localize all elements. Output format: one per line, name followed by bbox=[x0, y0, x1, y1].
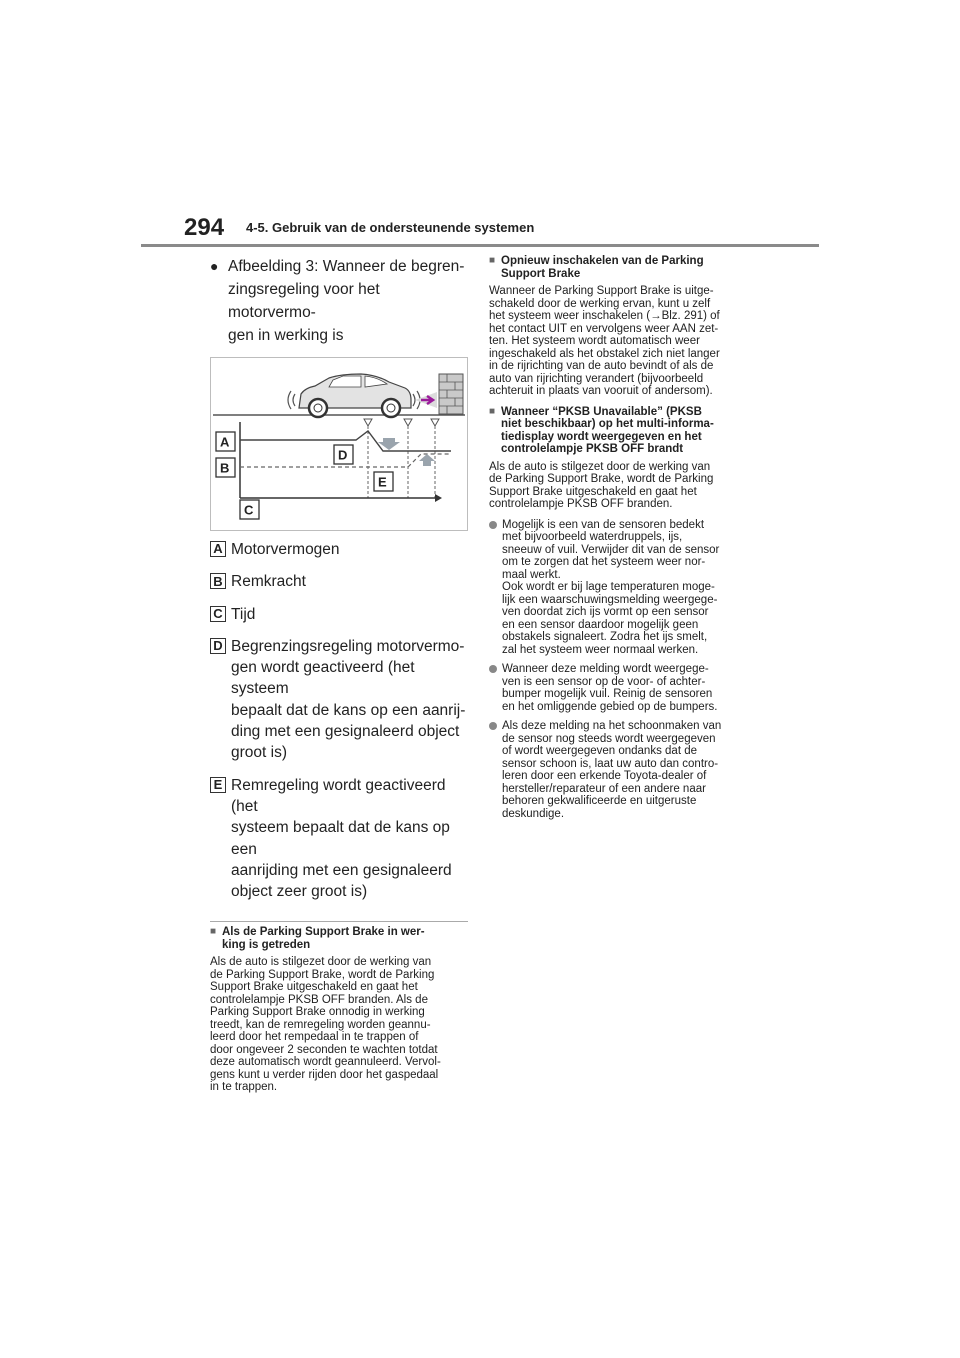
bullet-dot-icon bbox=[489, 521, 497, 529]
label-e: E bbox=[378, 474, 387, 490]
legend-key-b: B bbox=[210, 573, 226, 589]
legend-text-e: Remregeling wordt geactiveerd (het systeem bepaalt dat de kans op een aanrijding met een gesignaleerd object zeer groot is) bbox=[231, 776, 452, 901]
legend-item-c bbox=[210, 604, 468, 625]
label-a: A bbox=[220, 434, 230, 450]
bullet-sensor-dirty: Wanneer deze melding wordt weergege- ven is een sensor op de voor- of achter- bumper mogelijk vuil. Reinig de sensoren en het omliggende gebied op de bumpers. bbox=[489, 663, 751, 713]
legend-text-c: Tijd bbox=[231, 605, 256, 623]
note-divider bbox=[210, 921, 468, 922]
bullet-contact-dealer: Als deze melding na het schoonmaken van de sensor nog steeds wordt weergegeven of wordt weergegeven ondanks dat de sensor schoon is, laat uw auto dan contro- leren door een erkende Toyota-dealer of hersteller/reparateur of een andere naar behoren gekwalificeerde en uitgeruste deskundige. bbox=[489, 720, 751, 820]
square-bullet-icon: ■ bbox=[489, 255, 496, 266]
square-bullet-icon: ■ bbox=[489, 405, 496, 417]
legend-key-c: C bbox=[210, 606, 226, 622]
legend-item-e bbox=[210, 775, 468, 903]
legend-text-a: Motorvermogen bbox=[231, 541, 340, 558]
bullet-dot-icon bbox=[489, 665, 497, 673]
legend-key-d: D bbox=[210, 638, 226, 654]
label-d: D bbox=[338, 447, 348, 463]
note-heading-unavailable: ■ Wanneer “PKSB Unavailable” (PKSB niet beschikbaar) op het multi-informa- tiedisplay wordt weergegeven en het controlelampje PKSB OFF brandt bbox=[489, 405, 714, 455]
legend-text-b: Remkracht bbox=[231, 573, 306, 591]
bullet-sensor-covered: Mogelijk is een van de sensoren bedekt met bijvoorbeeld waterdruppels, ijs, sneeuw of vuil. Verwijder dit van de sensor om te zorgen dat het systeem weer nor- maal werkt. Ook wordt er bij lage temperaturen moge- lijk een waarschuwingsmelding weergege- ven doordat zich ijs vormt op een sensor en een sensor daardoor mogelijk geen obstakels signaleert. Zodra het ijs smelt, zal het systeem weer normaal werken. bbox=[489, 519, 751, 657]
figure-intro-text: Afbeelding 3: Wanneer de begren- zingsregeling voor het motorvermo- gen in werking is bbox=[228, 258, 465, 344]
page-number: 294 bbox=[184, 214, 225, 241]
bullet-dot-icon: ● bbox=[210, 258, 219, 274]
note-heading-pksb-active: ■ Als de Parking Support Brake in wer- king is getreden bbox=[210, 926, 425, 951]
note-body-pksb-active: Als de auto is stilgezet door de werking van de Parking Support Brake, wordt de Parking Support Brake uitgeschakeld en gaat het controlelampje PKSB OFF branden. Als de Parking Support Brake onnodig in werking treedt, kan de remregeling worden geannu- leerd door het rempedaal in te trappen of door ongeveer 2 seconden te wachten totdat deze automatisch wordt geannuleerd. Vervol- gens kunt u verder rijden door het gaspedaal in te trappen. bbox=[210, 956, 441, 1094]
brake-diagram-svg bbox=[211, 358, 467, 530]
bullet-dot-icon bbox=[489, 722, 497, 730]
brake-diagram bbox=[210, 357, 468, 531]
legend-item-d bbox=[210, 636, 468, 764]
figure-intro bbox=[210, 255, 468, 347]
time-markers bbox=[364, 419, 439, 426]
car-icon bbox=[299, 374, 411, 417]
label-b: B bbox=[220, 460, 230, 476]
figure-legend bbox=[210, 539, 468, 902]
section-title: 4-5. Gebruik van de ondersteunende systemen bbox=[246, 220, 535, 235]
legend-text-d: Begrenzingsregeling motorvermo- gen wordt geactiveerd (het systeem bepaalt dat de kans op een aanrij- ding met een gesignaleerd object groot is) bbox=[231, 637, 466, 762]
left-column bbox=[210, 255, 468, 1094]
legend-item-a bbox=[210, 539, 468, 560]
wall-icon bbox=[439, 374, 463, 414]
square-bullet-icon: ■ bbox=[210, 926, 217, 938]
note-heading-reactivate: ■ Opnieuw inschakelen van de Parking Support Brake bbox=[489, 255, 704, 280]
legend-item-b bbox=[210, 571, 468, 592]
note-body-reactivate: Wanneer de Parking Support Brake is uitge- schakeld door de werking ervan, kunt u zelf het systeem weer inschakelen (→Blz. 291) of het contact UIT en vervolgens weer AAN zet- ten. Het systeem wordt automatisch weer ingeschakeld als het obstakel zich niet langer in de rijrichting van de auto bevindt of als de auto van rijrichting verandert (bijvoorbeeld achteruit in plaats van vooruit of andersom). bbox=[489, 285, 720, 397]
header-rule bbox=[141, 244, 819, 247]
time-axis-arrow-icon bbox=[435, 494, 442, 502]
legend-key-a: A bbox=[210, 541, 226, 557]
note-unavailable bbox=[489, 406, 751, 511]
legend-key-e: E bbox=[210, 777, 226, 793]
note-reactivate bbox=[489, 255, 751, 398]
brake-up-arrow-icon bbox=[419, 454, 435, 466]
right-column bbox=[489, 255, 751, 827]
label-c: C bbox=[244, 502, 254, 518]
note-body-unavailable: Als de auto is stilgezet door de werking van de Parking Support Brake, wordt de Parking Support Brake uitgeschakeld en gaat het controlelampje PKSB OFF branden. bbox=[489, 460, 714, 510]
